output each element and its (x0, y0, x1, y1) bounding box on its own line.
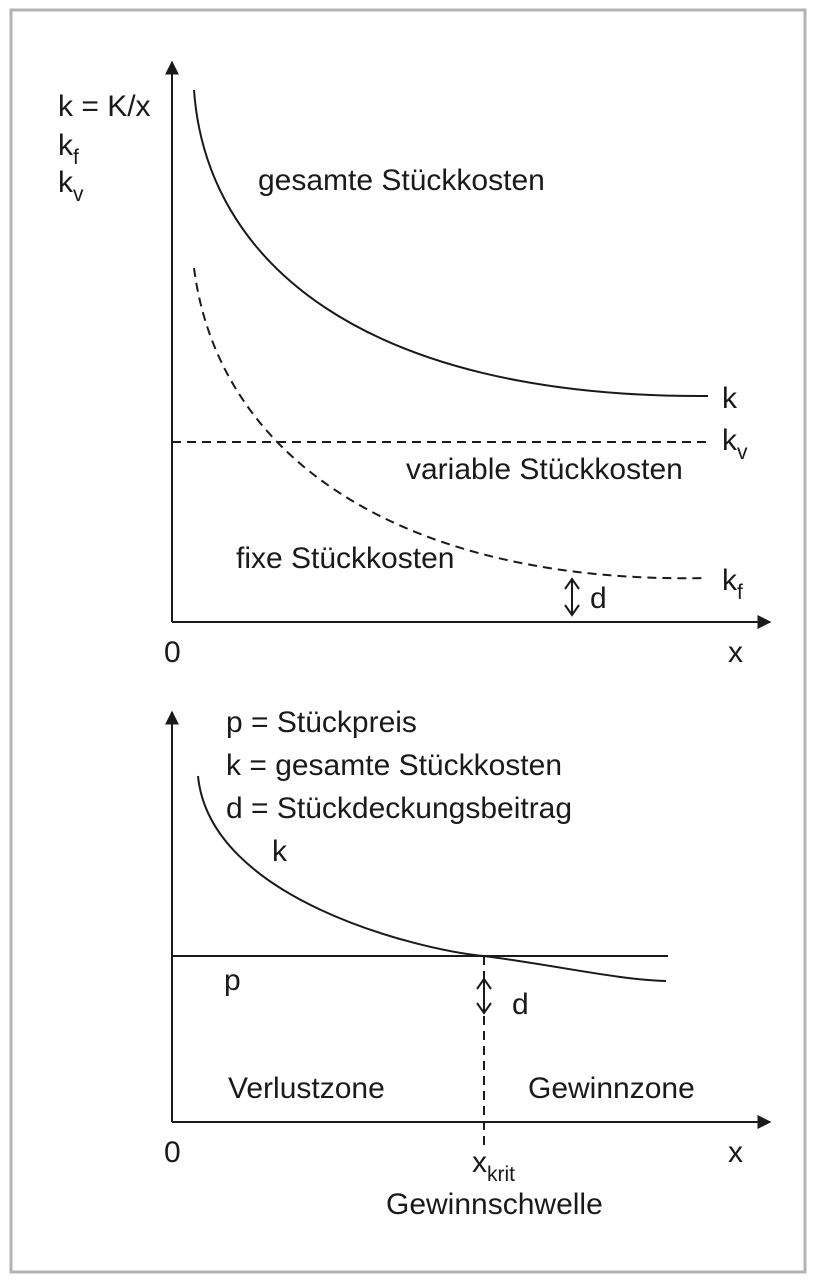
top-chart (58, 62, 770, 669)
top-origin-label: 0 (164, 636, 181, 669)
legend-price: p = Stückpreis (226, 706, 417, 739)
bottom-origin-label: 0 (164, 1136, 181, 1169)
bottom-curve-label-k: k (272, 835, 287, 868)
top-gap-label-d: d (590, 582, 607, 615)
bottom-chart (164, 706, 770, 1221)
label-total-unit-cost: gesamte Stückkosten (258, 164, 545, 197)
y-axis-label-kv: $k_v$ (58, 166, 84, 206)
total-unit-cost-curve (194, 90, 708, 396)
profit-zone-label: Gewinnzone (528, 1072, 695, 1105)
bottom-gap-label-d: d (512, 988, 529, 1021)
breakeven-label: Gewinnschwelle (386, 1188, 603, 1221)
fixed-unit-cost-curve (194, 268, 706, 578)
xcrit-label: $x_{krit}$ (472, 1146, 515, 1186)
y-axis-label-k: k = K/x (58, 90, 151, 123)
legend-total-cost: k = gesamte Stückkosten (226, 749, 563, 782)
price-line-label-p: p (224, 964, 241, 997)
y-axis-label-kf: $k_f$ (58, 129, 79, 169)
legend-contribution: d = Stückdeckungsbeitrag (226, 792, 573, 825)
loss-zone-label: Verlustzone (228, 1072, 385, 1105)
label-variable-unit-cost: variable Stückkosten (406, 453, 683, 486)
curve-label-kf: $k_f$ (722, 564, 743, 604)
curve-label-kv: $k_v$ (722, 424, 748, 464)
bottom-x-axis-label: x (728, 1136, 743, 1169)
curve-label-k: k (722, 382, 737, 415)
top-x-axis-label: x (728, 636, 743, 669)
label-fixed-unit-cost: fixe Stückkosten (236, 542, 455, 575)
